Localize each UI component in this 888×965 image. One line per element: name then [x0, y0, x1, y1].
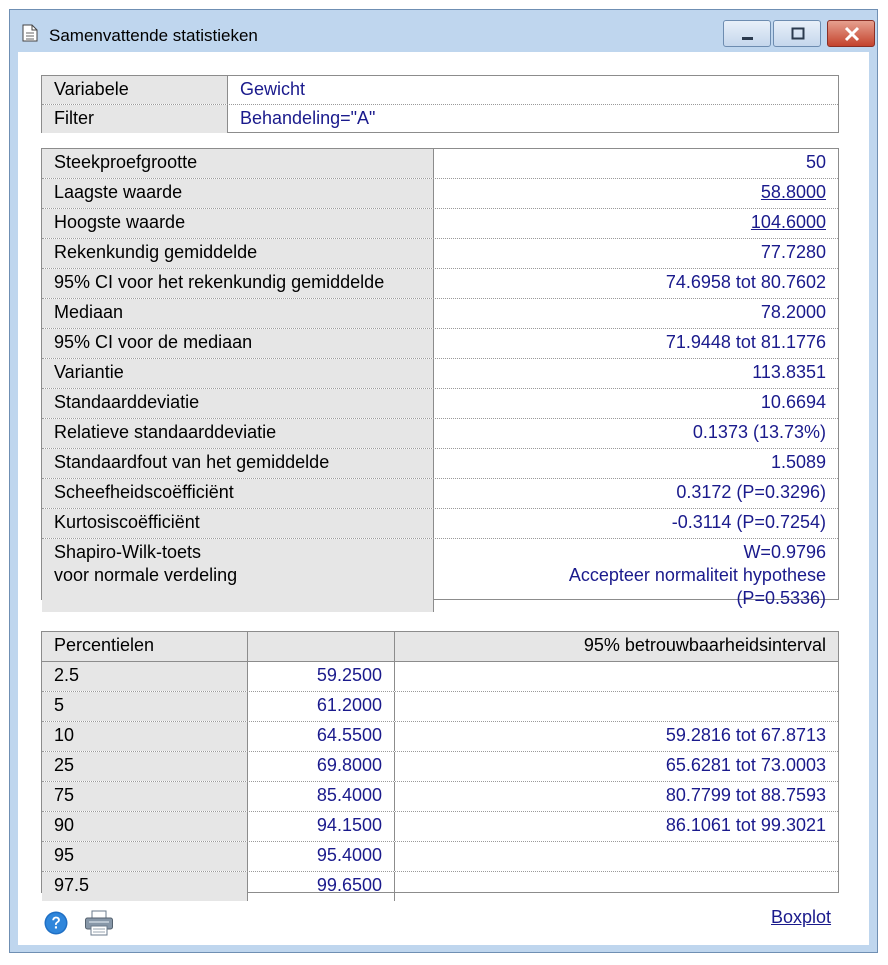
percentile-ci	[395, 872, 838, 901]
dialog-content	[18, 52, 869, 945]
percentile-label: 2.5	[42, 662, 248, 691]
percentile-ci: 86.1061 tot 99.3021	[665, 815, 826, 835]
statistics-table	[41, 148, 839, 608]
table-row	[42, 662, 838, 692]
stat-row	[42, 389, 838, 419]
percentile-ci	[395, 692, 838, 721]
percentiles-table	[41, 631, 839, 893]
ci-median-value: 71.9448 tot 81.1776	[665, 332, 826, 352]
sem-value: 1.5089	[770, 452, 826, 472]
table-row	[42, 842, 838, 872]
dialog-window	[9, 9, 878, 953]
variance-label: Variantie	[42, 359, 434, 388]
stat-row	[42, 479, 838, 509]
percentile-value: 59.2500	[248, 662, 395, 691]
median-label: Mediaan	[42, 299, 434, 328]
ci-median-label: 95% CI voor de mediaan	[42, 329, 434, 358]
stat-row	[42, 269, 838, 299]
variable-value: Gewicht	[240, 79, 306, 99]
percentiles-header	[42, 632, 838, 662]
stat-row	[42, 179, 838, 209]
percentile-value: 95.4000	[248, 842, 395, 871]
table-row	[42, 872, 838, 901]
stat-row	[42, 209, 838, 239]
highest-value-label: Hoogste waarde	[42, 209, 434, 238]
percentile-ci: 59.2816 tot 67.8713	[665, 725, 826, 745]
percentiles-header-ci: 95% betrouwbaarheidsinterval	[583, 635, 826, 655]
minimize-button[interactable]	[723, 20, 771, 47]
percentile-value: 64.5500	[248, 722, 395, 751]
percentile-ci	[395, 842, 838, 871]
lowest-value-label: Laagste waarde	[42, 179, 434, 208]
info-table	[41, 75, 839, 133]
skewness-label: Scheefheidscoëfficiënt	[42, 479, 434, 508]
percentile-value: 69.8000	[248, 752, 395, 781]
title-bar[interactable]	[10, 10, 877, 52]
table-row	[42, 692, 838, 722]
median-value: 78.2000	[760, 302, 826, 322]
stat-row	[42, 359, 838, 389]
percentile-label: 10	[42, 722, 248, 751]
kurtosis-label: Kurtosiscoëfficiënt	[42, 509, 434, 538]
mean-label: Rekenkundig gemiddelde	[42, 239, 434, 268]
highest-value-link[interactable]: 104.6000	[750, 212, 826, 232]
percentile-ci: 65.6281 tot 73.0003	[665, 755, 826, 775]
kurtosis-value: -0.3114 (P=0.7254)	[671, 512, 826, 532]
percentile-label: 97.5	[42, 872, 248, 901]
ci-mean-value: 74.6958 tot 80.7602	[665, 272, 826, 292]
percentile-value: 85.4000	[248, 782, 395, 811]
percentile-ci	[395, 662, 838, 691]
table-row	[42, 782, 838, 812]
rsd-label: Relatieve standaarddeviatie	[42, 419, 434, 448]
shapiro-wilk-label	[42, 539, 434, 612]
percentile-label: 5	[42, 692, 248, 721]
percentile-value: 99.6500	[248, 872, 395, 901]
printer-icon[interactable]	[84, 910, 114, 936]
close-icon	[828, 21, 876, 48]
filter-value: Behandeling="A"	[240, 108, 376, 128]
boxplot-link[interactable]: Boxplot	[771, 907, 832, 927]
stat-row	[42, 539, 838, 612]
sd-label: Standaarddeviatie	[42, 389, 434, 418]
lowest-value-link[interactable]: 58.8000	[760, 182, 826, 202]
minimize-icon	[724, 21, 772, 48]
stat-row	[42, 509, 838, 539]
window-title: Samenvattende statistieken	[49, 26, 258, 45]
sd-value: 10.6694	[760, 392, 826, 412]
percentiles-header-label: Percentielen	[42, 632, 248, 661]
maximize-icon	[774, 21, 822, 48]
sem-label: Standaardfout van het gemiddelde	[42, 449, 434, 478]
percentile-ci: 80.7799 tot 88.7593	[665, 785, 826, 805]
percentile-label: 25	[42, 752, 248, 781]
variance-value: 113.8351	[752, 362, 826, 382]
info-row	[42, 76, 838, 105]
percentile-value: 94.1500	[248, 812, 395, 841]
percentiles-header-value	[248, 632, 395, 661]
sample-size-value: 50	[805, 152, 826, 172]
ci-mean-label: 95% CI voor het rekenkundig gemiddelde	[42, 269, 434, 298]
rsd-value: 0.1373 (13.73%)	[692, 422, 826, 442]
shapiro-value-line: (P=0.5336)	[736, 588, 826, 608]
shapiro-value-line: W=0.9796	[743, 542, 826, 562]
percentile-label: 75	[42, 782, 248, 811]
document-icon	[22, 24, 38, 42]
percentile-label: 95	[42, 842, 248, 871]
stat-row	[42, 239, 838, 269]
sample-size-label: Steekproefgrootte	[42, 149, 434, 178]
percentile-value: 61.2000	[248, 692, 395, 721]
variable-label: Variabele	[42, 76, 228, 104]
stat-row	[42, 149, 838, 179]
skewness-value: 0.3172 (P=0.3296)	[676, 482, 826, 502]
help-icon[interactable]	[44, 911, 68, 935]
table-row	[42, 812, 838, 842]
stat-row	[42, 299, 838, 329]
shapiro-label-line: Shapiro-Wilk-toets	[54, 542, 202, 562]
shapiro-wilk-value	[434, 539, 838, 612]
shapiro-value-line: Accepteer normaliteit hypothese	[568, 565, 826, 585]
table-row	[42, 752, 838, 782]
shapiro-label-line: voor normale verdeling	[54, 565, 238, 585]
filter-label: Filter	[42, 105, 228, 133]
info-row	[42, 105, 838, 133]
table-row	[42, 722, 838, 752]
stat-row	[42, 419, 838, 449]
maximize-button[interactable]	[773, 20, 821, 47]
percentile-label: 90	[42, 812, 248, 841]
stat-row	[42, 329, 838, 359]
close-button[interactable]	[827, 20, 875, 47]
mean-value: 77.7280	[760, 242, 826, 262]
stat-row	[42, 449, 838, 479]
